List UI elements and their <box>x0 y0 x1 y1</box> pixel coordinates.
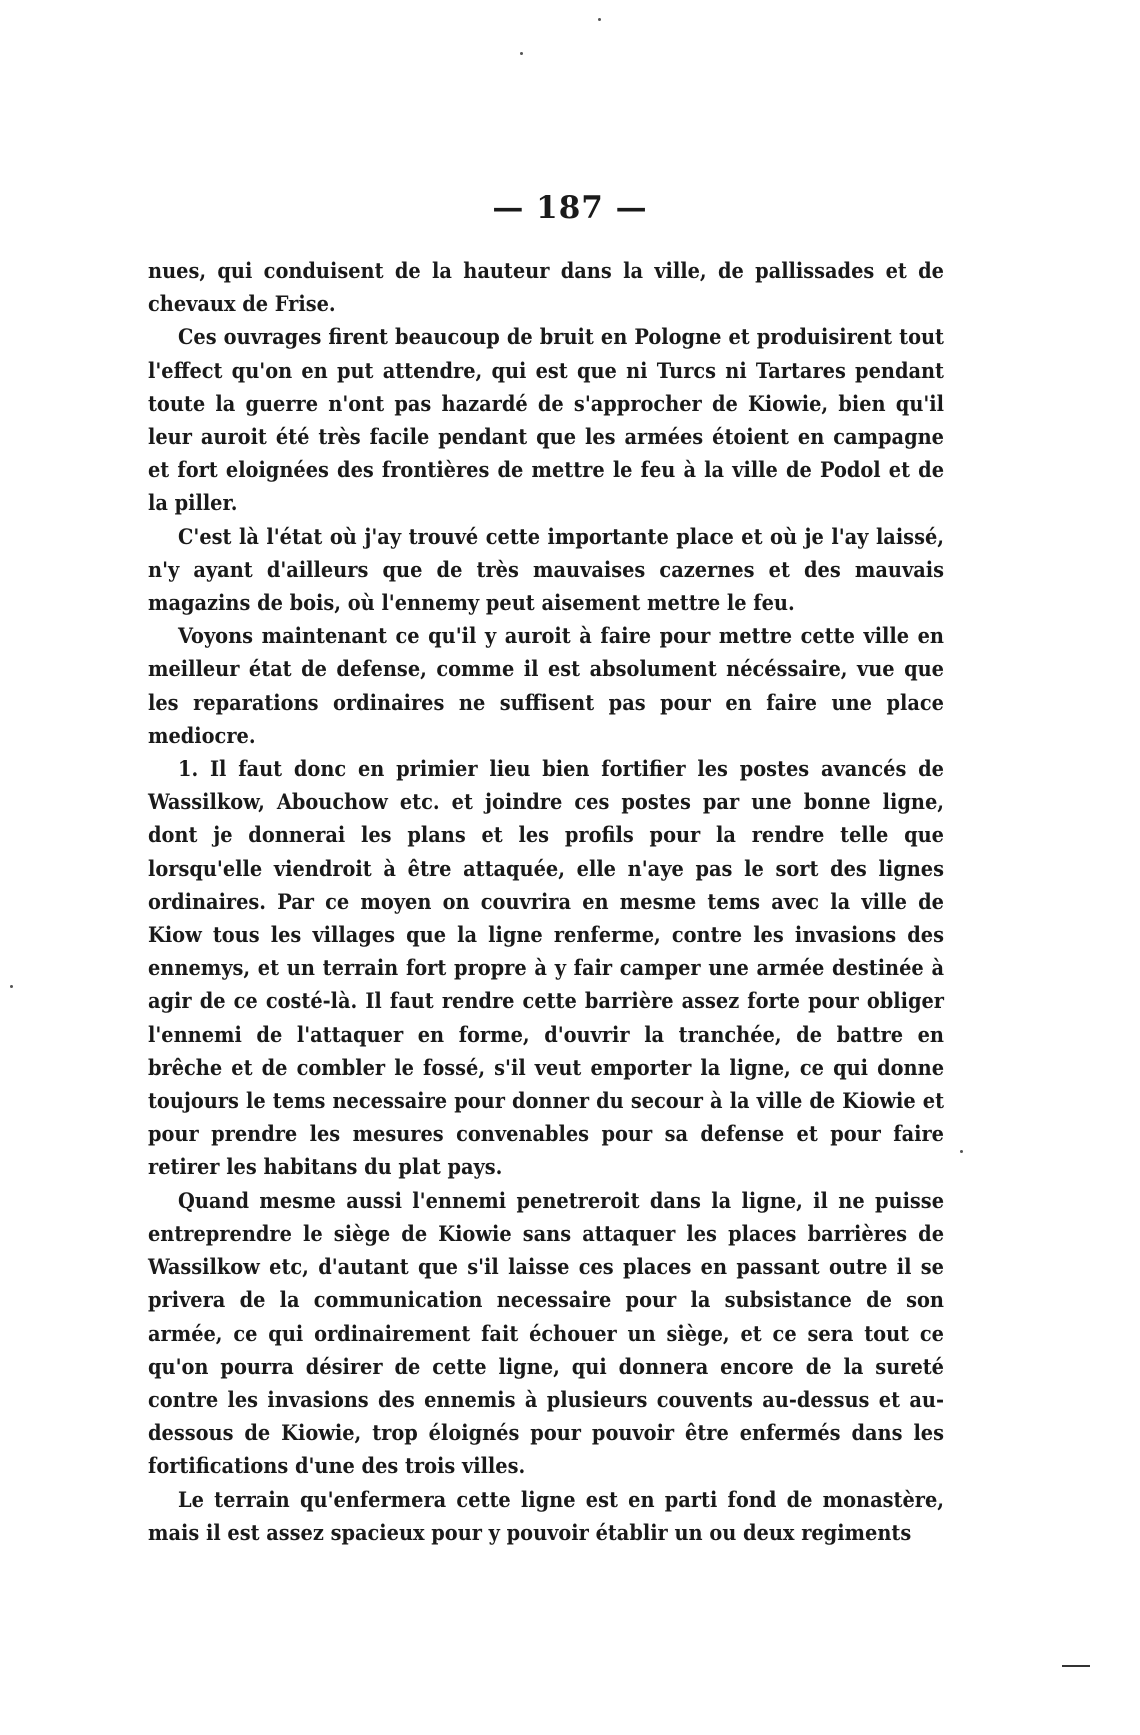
paragraph-7: Le terrain qu'enfermera cette ligne est en parti fond de monastère, mais il est assez spacieux pour y pouvoir établir un ou deux regiments <box>148 1487 944 1546</box>
scan-speck <box>598 18 601 21</box>
paragraph-4: Voyons maintenant ce qu'il y auroit à faire pour mettre cette ville en meilleur état de defense, comme il est absolument nécéssaire, vue que les reparations ordinaires ne suffisent pas pour en faire une place mediocre. <box>148 624 944 749</box>
scan-speck <box>960 1150 963 1153</box>
paragraph-5: 1. Il faut donc en primier lieu bien fortifier les postes avancés de Wassilkow, Abouchow etc. et joindre ces postes par une bonne ligne, dont je donnerai les plans et les profils pour la rendre telle que lorsqu'elle viendroit à être attaquée, elle n'aye pas le sort des lignes ordinaires. Par ce moyen on couvrira en mesme tems avec la ville de Kiow tous les villages que la ligne renferme, contre les invasions des ennemys, et un terrain fort propre à y fair camper une armée destinée à agir de ce costé-là. Il faut rendre cette barrière assez forte pour obliger l'ennemi de l'attaquer en forme, d'ouvrir la tranchée, de battre en brêche et de combler le fossé, s'il veut emporter la ligne, ce qui donne toujours le tems necessaire pour donner du secour à la ville de Kiowie et pour prendre les mesures convenables pour sa defense et pour faire retirer les habitans du plat pays. <box>148 757 944 1181</box>
paragraph-2: Ces ouvrages firent beaucoup de bruit en Pologne et produisirent tout l'effect qu'on en put attendre, qui est que ni Turcs ni Tartares pendant toute la guerre n'ont pas hazardé de s'approcher de Kiowie, bien qu'il leur auroit été très facile pendant que les armées étoient en campagne et fort eloignées des frontières de mettre le feu à la ville de Podol et de la piller. <box>148 325 944 517</box>
scan-speck <box>10 985 13 988</box>
page-number: — 187 — <box>492 190 648 226</box>
paragraph-3: C'est là l'état où j'ay trouvé cette importante place et où je l'ay laissé, n'y ayant d'ailleurs que de très mauvaises cazernes et des mauvais magazins de bois, où l'ennemy peut aisement mettre le feu. <box>148 524 944 617</box>
margin-rule <box>1062 1665 1090 1667</box>
paragraph-6: Quand mesme aussi l'ennemi penetreroit dans la ligne, il ne puisse entreprendre le siège de Kiowie sans attaquer les places barrières de Wassilkow etc, d'autant que s'il laisse ces places en passant outre il se privera de la communication necessaire pour la subsistance de son armée, ce qui ordinairement fait échouer un siège, et ce sera tout ce qu'on pourra désirer de cette ligne, qui donnera encore de la sureté contre les invasions des ennemis à plusieurs couvents au-dessus et au-dessous de Kiowie, trop éloignés pour pouvoir être enfermés dans les fortifications d'une des trois villes. <box>148 1188 944 1480</box>
scan-speck <box>520 52 523 55</box>
body-text <box>148 255 944 1550</box>
paragraph-1: nues, qui conduisent de la hauteur dans la ville, de pallissades et de chevaux de Frise. <box>148 259 944 318</box>
